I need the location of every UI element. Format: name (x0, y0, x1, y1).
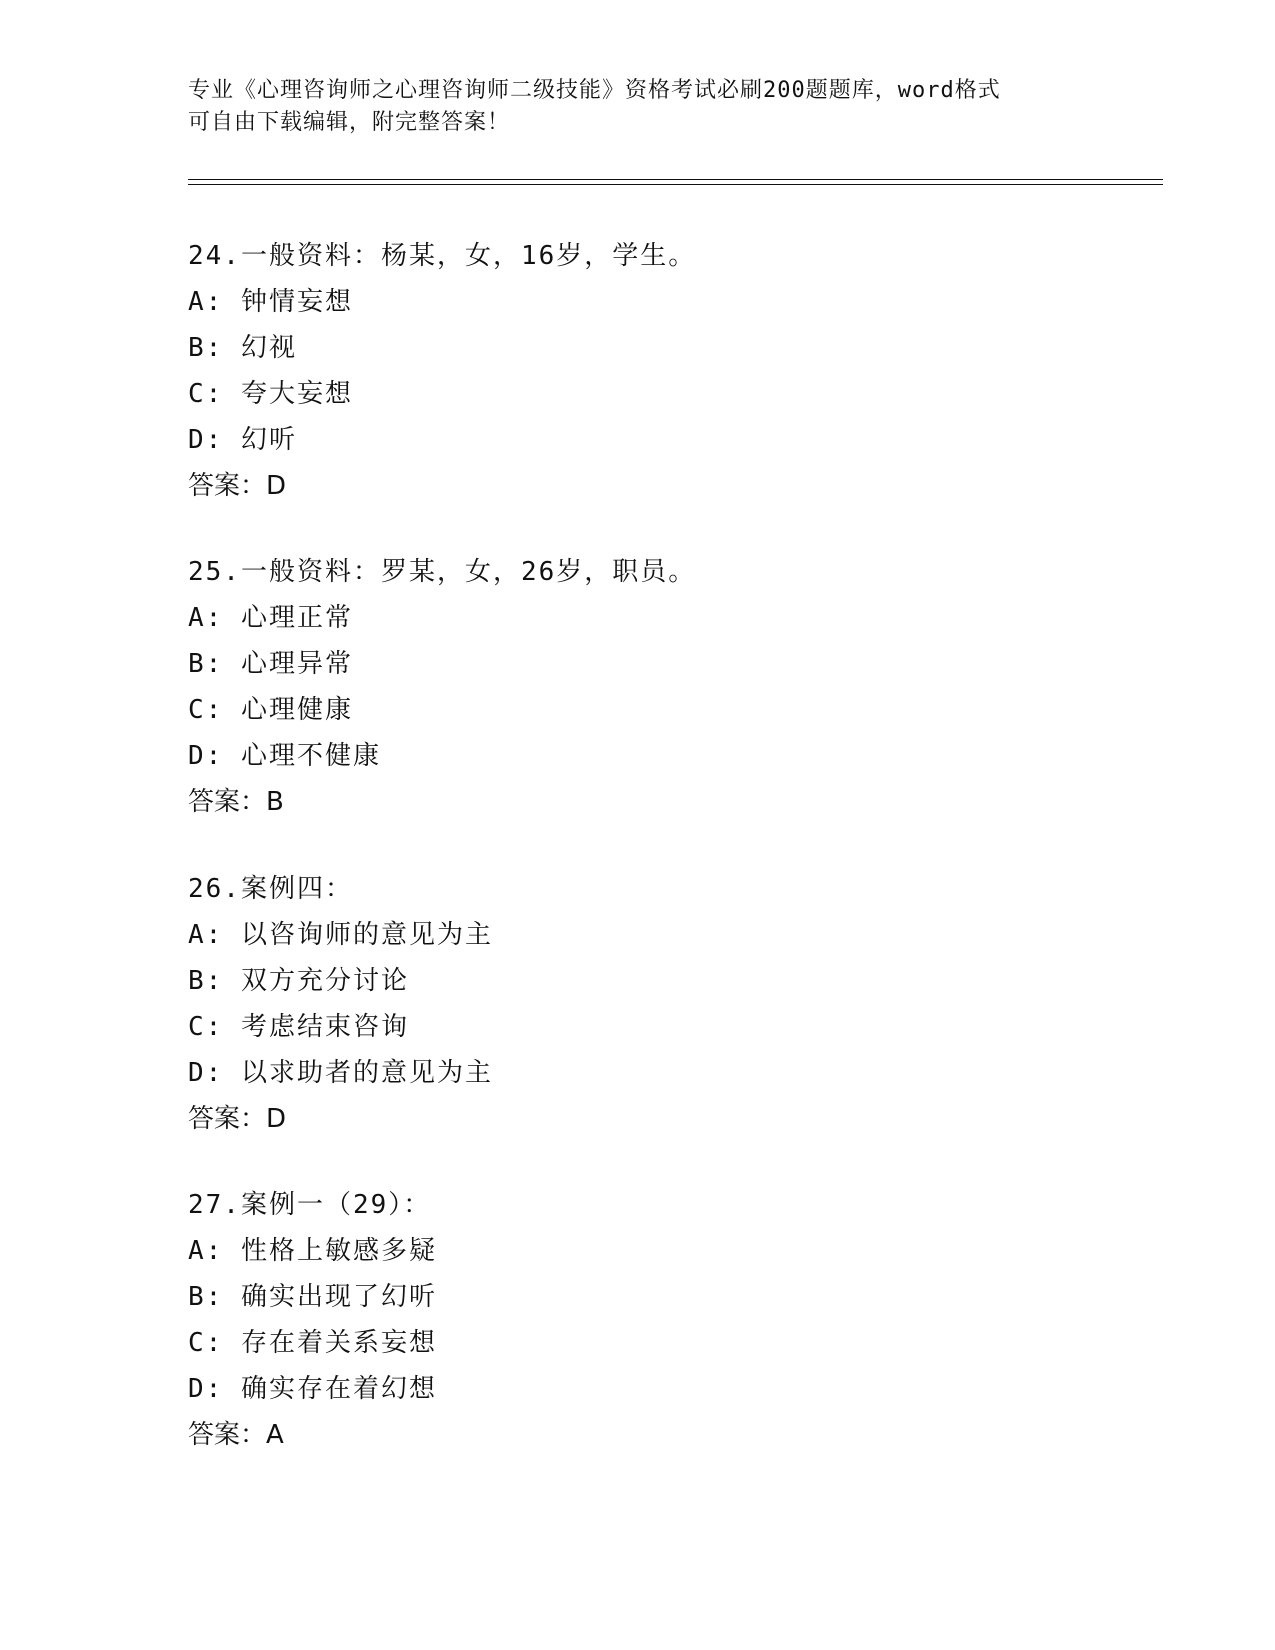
option-d: D: 心理不健康 (188, 741, 381, 771)
option-b: B: 心理异常 (188, 649, 353, 679)
question-block (188, 1182, 988, 1458)
question-block (188, 866, 988, 1142)
answer-line: 答案：A (188, 1420, 284, 1450)
answer-line: 答案：B (188, 787, 284, 817)
question-title: 24.一般资料：杨某，女，16岁，学生。 (188, 241, 697, 271)
option-a: A: 心理正常 (188, 603, 353, 633)
option-d: D: 确实存在着幻想 (188, 1374, 437, 1404)
question-title: 25.一般资料：罗某，女，26岁，职员。 (188, 557, 697, 587)
header-divider-top (188, 179, 1163, 180)
header-line-2: 可自由下载编辑，附完整答案！ (188, 110, 511, 135)
option-b: B: 确实出现了幻听 (188, 1282, 437, 1312)
option-d: D: 以求助者的意见为主 (188, 1058, 493, 1088)
option-a: A: 钟情妄想 (188, 287, 353, 317)
option-a: A: 以咨询师的意见为主 (188, 920, 493, 950)
question-title: 26.案例四： (188, 874, 353, 904)
option-c: C: 夸大妄想 (188, 379, 353, 409)
option-c: C: 心理健康 (188, 695, 353, 725)
answer-line: 答案：D (188, 1104, 287, 1134)
question-block (188, 549, 988, 825)
question-block (188, 233, 988, 509)
option-b: B: 双方充分讨论 (188, 966, 409, 996)
question-title: 27.案例一（29）： (188, 1190, 432, 1220)
document-header (188, 75, 1088, 139)
option-c: C: 存在着关系妄想 (188, 1328, 437, 1358)
option-c: C: 考虑结束咨询 (188, 1012, 409, 1042)
header-divider-bottom (188, 184, 1163, 185)
answer-line: 答案：D (188, 471, 287, 501)
option-b: B: 幻视 (188, 333, 297, 363)
option-a: A: 性格上敏感多疑 (188, 1236, 437, 1266)
option-d: D: 幻听 (188, 425, 297, 455)
header-line-1: 专业《心理咨询师之心理咨询师二级技能》资格考试必刷200题题库，word格式 (188, 78, 1001, 103)
